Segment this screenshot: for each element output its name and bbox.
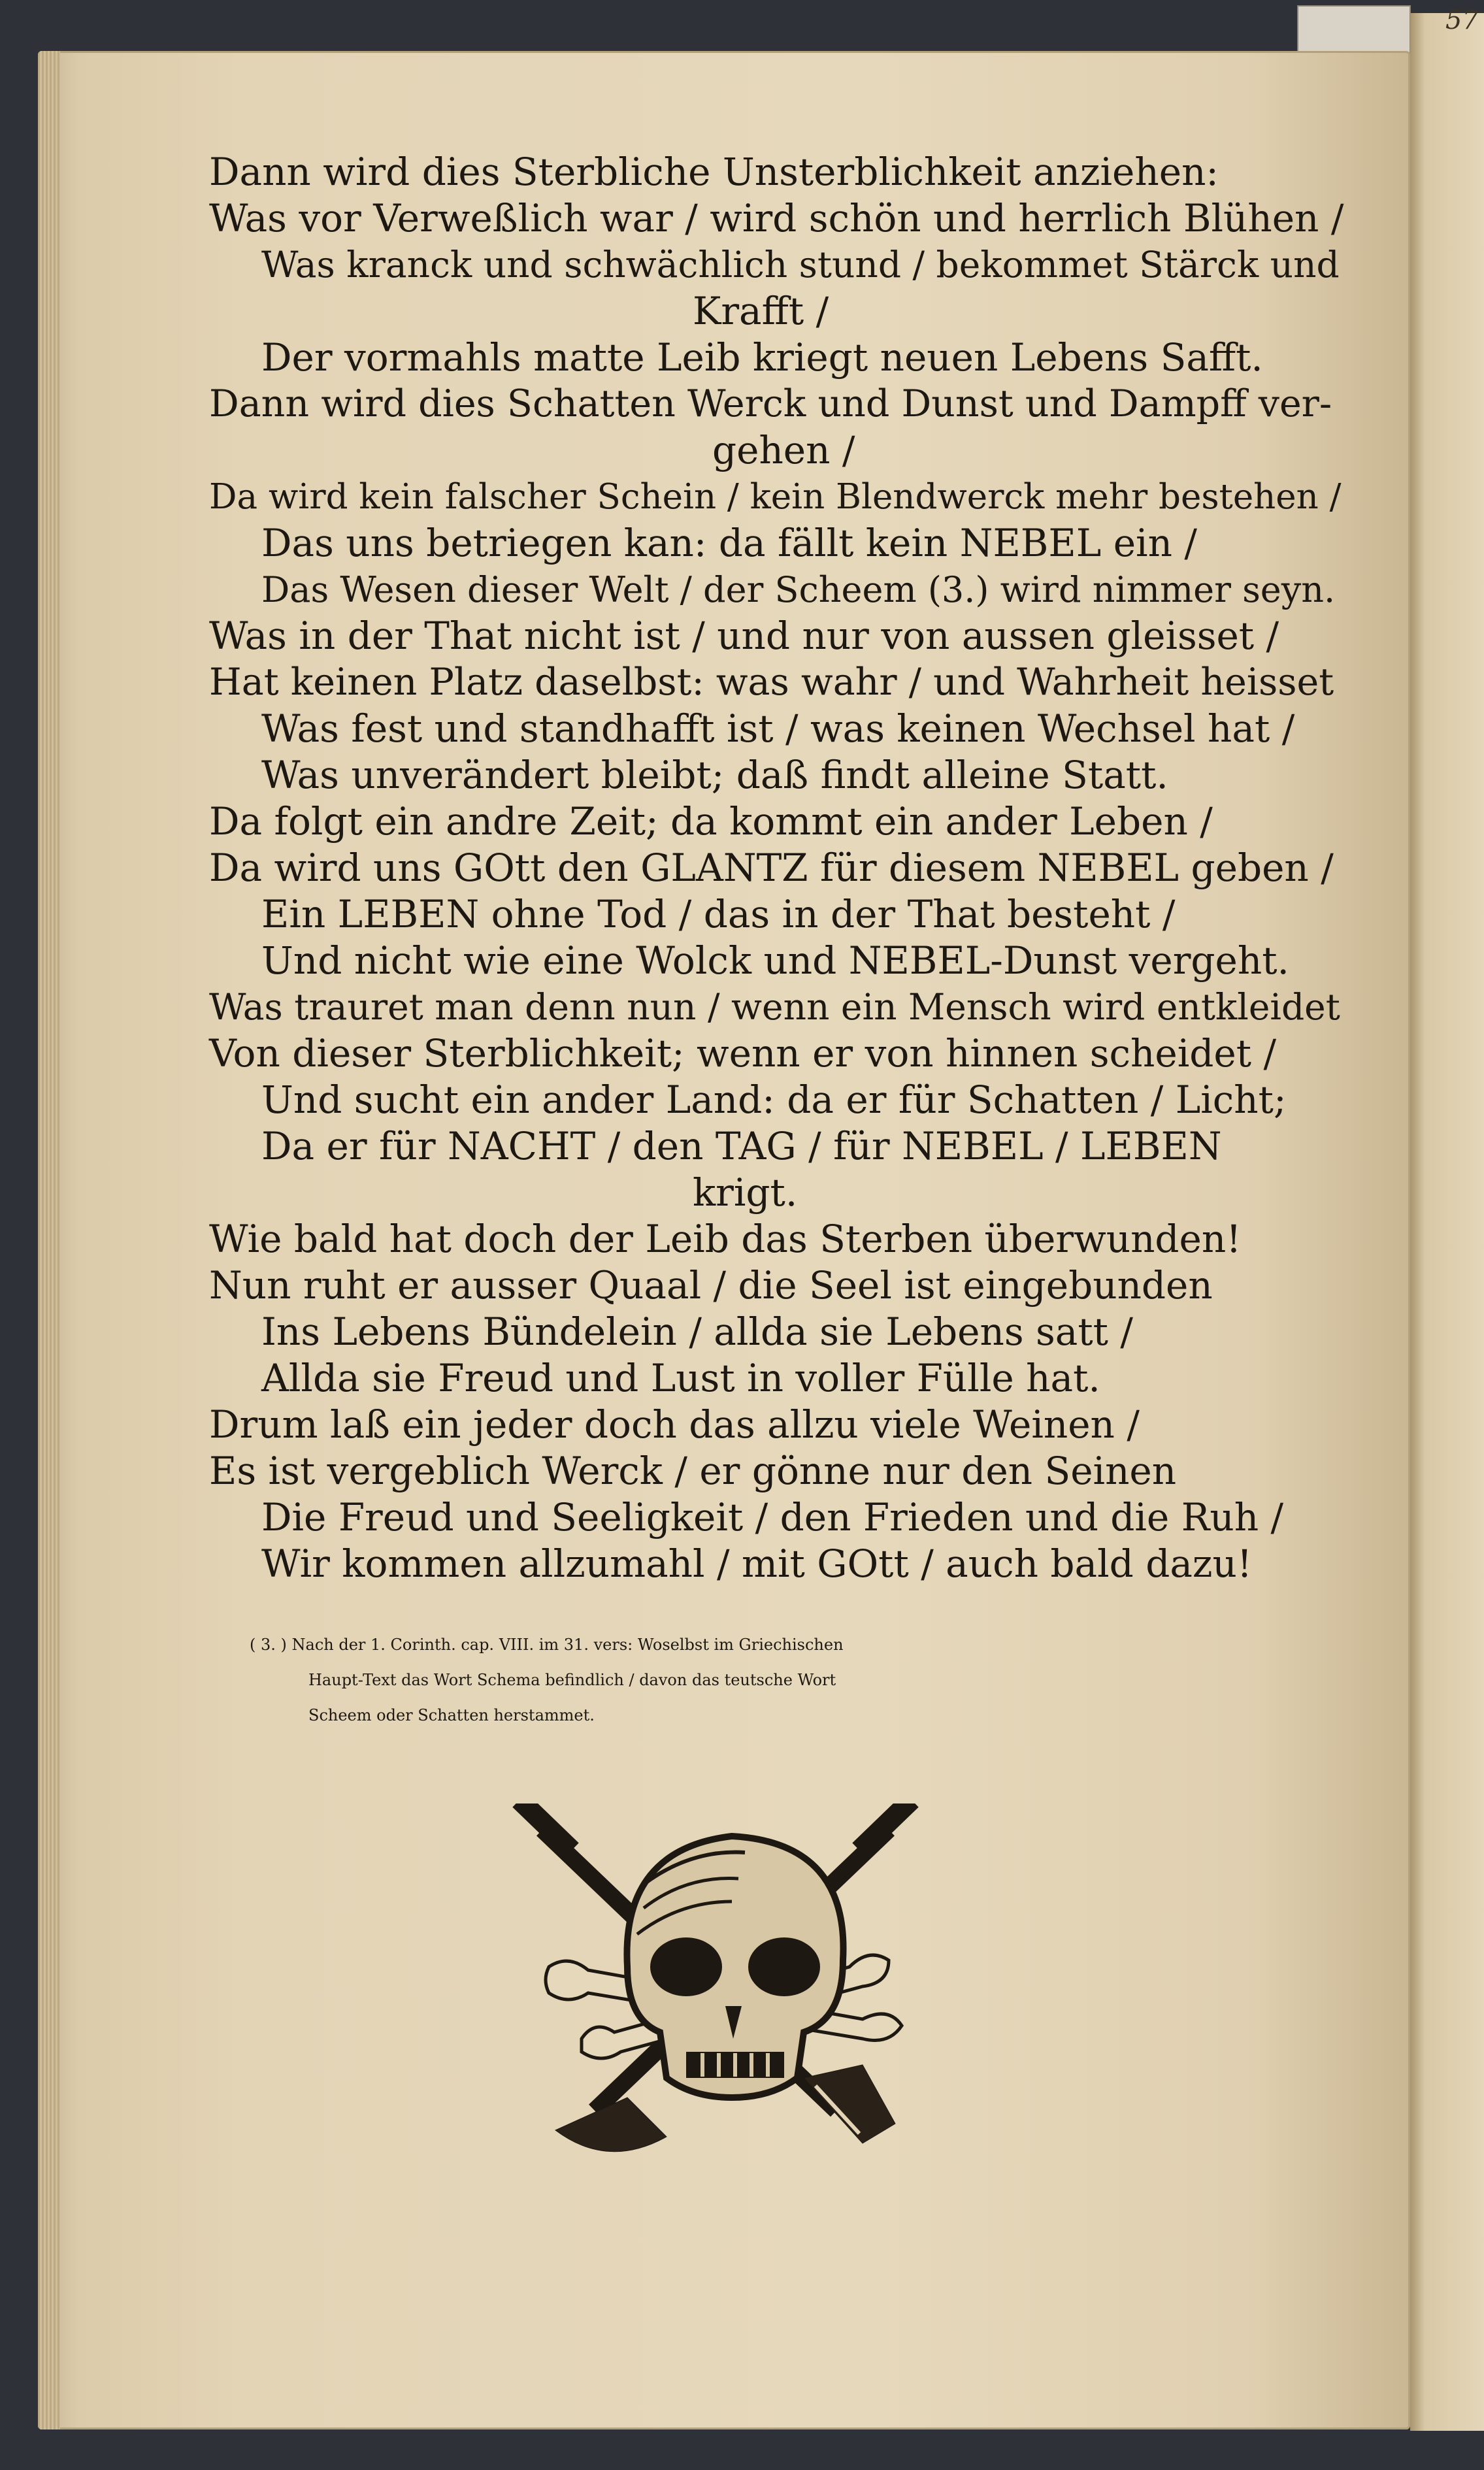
poem-line: Da folgt ein andre Zeit; da kommt ein ander Leben / bbox=[209, 799, 1213, 844]
poem-line: Wie bald hat doch der Leib das Sterben überwunden! bbox=[209, 1217, 1242, 1261]
poem-line: Krafft / bbox=[693, 289, 829, 333]
poem-line: Was trauret man denn nun / wenn ein Mensch wird entkleidet bbox=[209, 986, 1340, 1028]
poem-line: Dann wird dies Sterbliche Unsterblichkeit anziehen: bbox=[209, 150, 1219, 194]
footnote-line-1: ( 3. ) Nach der 1. Corinth. cap. VIII. im 31. vers: Woselbst im Griechischen bbox=[250, 1636, 844, 1654]
poem-line: Was vor Verweßlich war / wird schön und herrlich Blühen / bbox=[209, 196, 1344, 240]
skull-crossbones-vignette bbox=[497, 1803, 967, 2169]
poem-line: Von dieser Sterblichkeit; wenn er von hinnen scheidet / bbox=[209, 1031, 1277, 1076]
poem-line: Ins Lebens Bündelein / allda sie Lebens satt / bbox=[261, 1309, 1133, 1354]
poem-line: Was fest und standhafft ist / was keinen Wechsel hat / bbox=[261, 706, 1295, 751]
poem-line: Was in der That nicht ist / und nur von aussen gleisset / bbox=[209, 614, 1279, 658]
footnote-line-2: Haupt-Text das Wort Schema befindlich / davon das teutsche Wort bbox=[308, 1671, 836, 1689]
footnote-line-3: Scheem oder Schatten herstammet. bbox=[308, 1706, 595, 1724]
poem-line: Was unverändert bleibt; daß findt alleine Statt. bbox=[261, 753, 1168, 797]
poem-line: Die Freud und Seeligkeit / den Frieden und die Ruh / bbox=[261, 1495, 1284, 1540]
poem-line: Das uns betriegen kan: da fällt kein NEBEL ein / bbox=[261, 521, 1197, 565]
poem-line: Allda sie Freud und Lust in voller Fülle hat. bbox=[261, 1356, 1100, 1400]
poem-line: Ein LEBEN ohne Tod / das in der That besteht / bbox=[261, 892, 1176, 936]
poem-body bbox=[209, 149, 1344, 1587]
poem-line: Und nicht wie eine Wolck und NEBEL-Dunst vergeht. bbox=[261, 938, 1289, 983]
page-stack-edge bbox=[38, 51, 60, 2429]
poem-line: krigt. bbox=[693, 1170, 798, 1215]
folio-number: 57 bbox=[1445, 5, 1479, 35]
poem-line: Nun ruht er ausser Quaal / die Seel ist eingebunden bbox=[209, 1263, 1213, 1308]
scan-tab-strip bbox=[1297, 5, 1411, 54]
poem-line: Und sucht ein ander Land: da er für Schatten / Licht; bbox=[261, 1078, 1287, 1122]
poem-line: gehen / bbox=[712, 428, 855, 472]
poem-line: Dann wird dies Schatten Werck und Dunst und Dampff ver- bbox=[209, 382, 1332, 425]
poem-line: Das Wesen dieser Welt / der Scheem (3.) wird nimmer seyn. bbox=[261, 569, 1336, 610]
footnote bbox=[250, 1627, 1230, 1733]
poem-line: Drum laß ein jeder doch das allzu viele Weinen / bbox=[209, 1402, 1140, 1447]
poem-line: Da er für NACHT / den TAG / für NEBEL / LEBEN bbox=[261, 1124, 1222, 1168]
poem-line: Der vormahls matte Leib kriegt neuen Lebens Safft. bbox=[261, 335, 1263, 380]
poem-line: Hat keinen Platz daselbst: was wahr / und Wahrheit heisset bbox=[209, 661, 1334, 704]
poem-line: Es ist vergeblich Werck / er gönne nur den Seinen bbox=[209, 1449, 1177, 1493]
poem-line: Was kranck und schwächlich stund / bekommet Stärck und bbox=[261, 244, 1340, 286]
poem-line: Da wird uns GOtt den GLANTZ für diesem NEBEL geben / bbox=[209, 846, 1334, 890]
next-page-edge bbox=[1410, 13, 1484, 2431]
poem-line: Da wird kein falscher Schein / kein Blendwerck mehr bestehen / bbox=[209, 477, 1342, 517]
poem-line: Wir kommen allzumahl / mit GOtt / auch bald dazu! bbox=[261, 1541, 1253, 1586]
